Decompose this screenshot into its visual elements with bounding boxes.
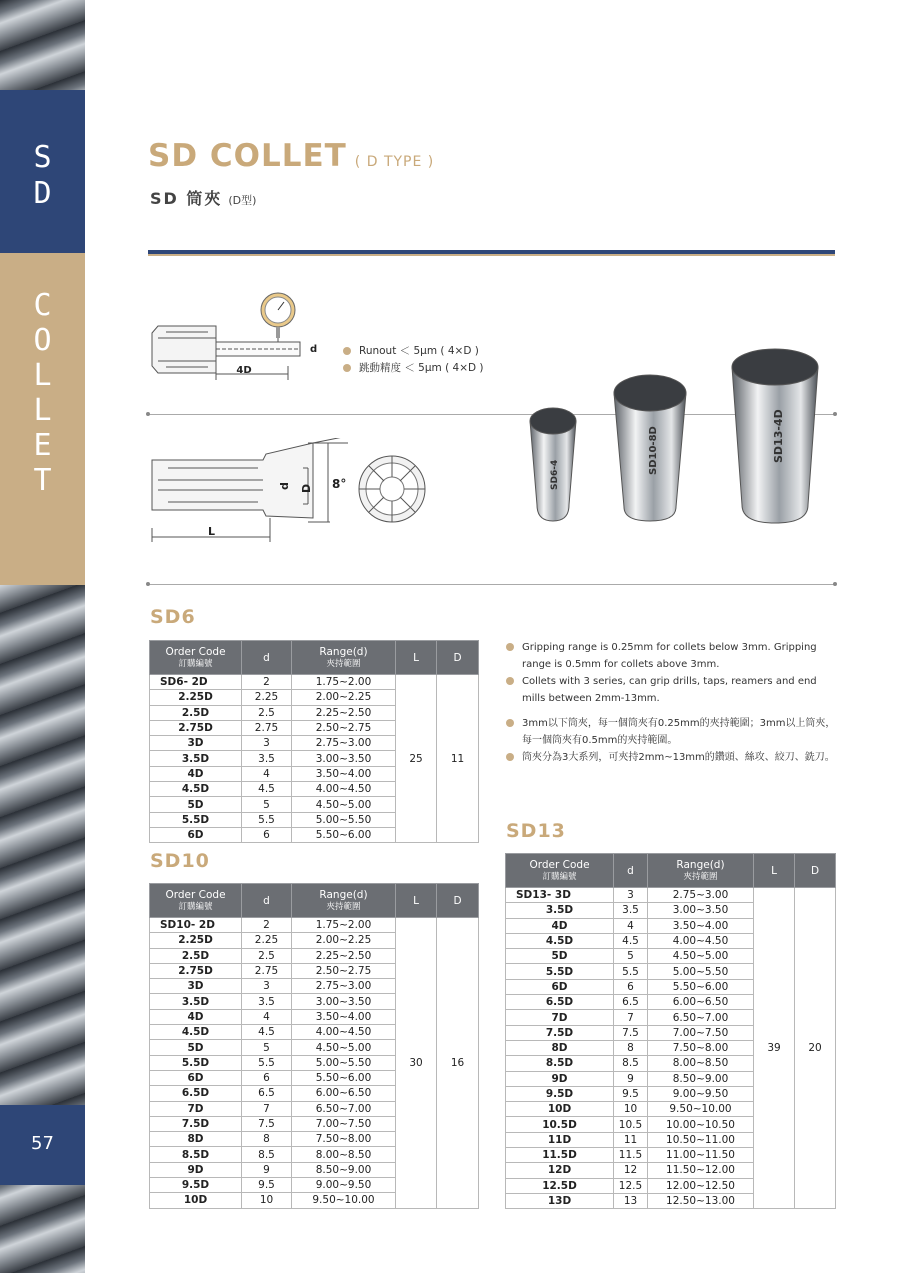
range-cell: 4.50~5.00 bbox=[292, 797, 396, 812]
d-cell: 4 bbox=[242, 1009, 292, 1024]
range-cell: 8.00~8.50 bbox=[648, 1056, 754, 1071]
d-cell: 11 bbox=[614, 1132, 648, 1147]
note-gripping-range-en: Gripping range is 0.25mm for collets below 3mm. Gripping range is 0.5mm for collets above 3mm. bbox=[506, 639, 841, 673]
range-cell: 3.50~4.00 bbox=[292, 766, 396, 781]
d-cell: 10 bbox=[242, 1193, 292, 1208]
range-cell: 6.50~7.00 bbox=[292, 1101, 396, 1116]
header-L: L bbox=[396, 884, 437, 918]
spec-D-cell: 11 bbox=[437, 675, 479, 843]
d-cell: 5.5 bbox=[242, 1055, 292, 1070]
range-cell: 7.00~7.50 bbox=[292, 1116, 396, 1131]
order-code-cell: 9.5D bbox=[506, 1086, 614, 1101]
order-code-cell: 4.5D bbox=[150, 782, 242, 797]
range-cell: 2.75~3.00 bbox=[292, 979, 396, 994]
d-cell: 6 bbox=[242, 827, 292, 842]
table-row bbox=[150, 675, 479, 690]
header-D: D bbox=[437, 641, 479, 675]
order-code-cell: 2.25D bbox=[150, 690, 242, 705]
d-cell: 9.5 bbox=[242, 1178, 292, 1193]
runout-spec-list bbox=[343, 343, 484, 377]
page-subtitle: SD 筒夾 (D型) bbox=[150, 189, 257, 208]
range-cell: 3.00~3.50 bbox=[648, 903, 754, 918]
order-code-cell: 4D bbox=[150, 766, 242, 781]
d-cell: 4 bbox=[614, 918, 648, 933]
range-cell: 8.50~9.00 bbox=[648, 1071, 754, 1086]
order-code-cell: 7.5D bbox=[506, 1025, 614, 1040]
table-sd6 bbox=[149, 640, 479, 843]
d-cell: 8 bbox=[614, 1040, 648, 1055]
runout-4d-label: 4D bbox=[236, 365, 252, 376]
range-cell: 7.00~7.50 bbox=[648, 1025, 754, 1040]
order-code-cell: 2.75D bbox=[150, 720, 242, 735]
range-cell: 4.00~4.50 bbox=[648, 933, 754, 948]
d-cell: 9.5 bbox=[614, 1086, 648, 1101]
range-cell: 11.00~11.50 bbox=[648, 1148, 754, 1163]
d-cell: 7 bbox=[242, 1101, 292, 1116]
spec-L-cell: 39 bbox=[754, 888, 795, 1209]
d-cell: 3 bbox=[242, 979, 292, 994]
d-cell: 4.5 bbox=[242, 1025, 292, 1040]
section-label-sd6: SD6 bbox=[150, 606, 196, 628]
collet-product-photo bbox=[520, 345, 820, 527]
d-cell: 3.5 bbox=[242, 751, 292, 766]
range-cell: 4.00~4.50 bbox=[292, 1025, 396, 1040]
d-cell: 6.5 bbox=[614, 995, 648, 1010]
range-cell: 5.00~5.50 bbox=[292, 812, 396, 827]
d-cell: 2 bbox=[242, 675, 292, 690]
range-cell: 2.50~2.75 bbox=[292, 963, 396, 978]
order-code-cell: 9D bbox=[150, 1162, 242, 1177]
dimension-d-label: d bbox=[278, 482, 291, 490]
header-range: Range(d) 夾持範圍 bbox=[292, 884, 396, 918]
order-code-cell: 5D bbox=[150, 797, 242, 812]
range-cell: 12.00~12.50 bbox=[648, 1178, 754, 1193]
page-number: 57 bbox=[31, 1133, 54, 1154]
range-cell: 6.00~6.50 bbox=[292, 1086, 396, 1101]
page-title: SD COLLET ( D TYPE ) bbox=[148, 138, 435, 174]
header-d: d bbox=[242, 641, 292, 675]
range-cell: 5.00~5.50 bbox=[648, 964, 754, 979]
range-cell: 4.00~4.50 bbox=[292, 782, 396, 797]
d-cell: 6 bbox=[242, 1070, 292, 1085]
order-code-cell: 5.5D bbox=[150, 812, 242, 827]
d-cell: 3 bbox=[242, 736, 292, 751]
d-cell: 9 bbox=[614, 1071, 648, 1086]
range-cell: 5.50~6.00 bbox=[648, 979, 754, 994]
range-cell: 1.75~2.00 bbox=[292, 675, 396, 690]
range-cell: 10.50~11.00 bbox=[648, 1132, 754, 1147]
d-cell: 2.75 bbox=[242, 963, 292, 978]
order-code-cell: 11.5D bbox=[506, 1148, 614, 1163]
range-cell: 2.00~2.25 bbox=[292, 690, 396, 705]
range-cell: 2.00~2.25 bbox=[292, 933, 396, 948]
d-cell: 12 bbox=[614, 1163, 648, 1178]
section-label-sd10: SD10 bbox=[150, 850, 210, 872]
order-code-cell: 4D bbox=[506, 918, 614, 933]
order-code-cell: 5D bbox=[150, 1040, 242, 1055]
range-cell: 4.50~5.00 bbox=[292, 1040, 396, 1055]
d-cell: 5.5 bbox=[614, 964, 648, 979]
d-cell: 10.5 bbox=[614, 1117, 648, 1132]
divider-lower bbox=[148, 584, 835, 585]
runout-spec-en: Runout ＜ 5μm ( 4×D ) bbox=[343, 343, 484, 360]
order-code-cell: 2.25D bbox=[150, 933, 242, 948]
dimension-diagram bbox=[148, 438, 438, 546]
order-code-cell: 7D bbox=[150, 1101, 242, 1116]
collet-end-view-icon bbox=[359, 456, 425, 522]
order-code-cell: 4.5D bbox=[506, 933, 614, 948]
order-code-cell: 4D bbox=[150, 1009, 242, 1024]
d-cell: 8.5 bbox=[242, 1147, 292, 1162]
order-code-cell: 5.5D bbox=[506, 964, 614, 979]
range-cell: 12.50~13.00 bbox=[648, 1193, 754, 1208]
d-cell: 12.5 bbox=[614, 1178, 648, 1193]
range-cell: 2.75~3.00 bbox=[292, 736, 396, 751]
range-cell: 4.50~5.00 bbox=[648, 949, 754, 964]
sidebar-series-text: S D bbox=[33, 140, 52, 211]
table-sd13 bbox=[505, 853, 836, 1209]
header-range: Range(d) 夾持範圍 bbox=[292, 641, 396, 675]
d-cell: 6.5 bbox=[242, 1086, 292, 1101]
note-gripping-range-zh: 3mm以下筒夾，每一個筒夾有0.25mm的夾持範圍；3mm以上筒夾，每一個筒夾有0.5mm的夾持範圍。 bbox=[506, 715, 841, 749]
subtitle-type: (D型) bbox=[228, 194, 257, 207]
range-cell: 1.75~2.00 bbox=[292, 918, 396, 933]
range-cell: 2.75~3.00 bbox=[648, 888, 754, 903]
header-order-code: Order Code 訂購編號 bbox=[506, 854, 614, 888]
range-cell: 3.50~4.00 bbox=[292, 1009, 396, 1024]
d-cell: 2.75 bbox=[242, 720, 292, 735]
range-cell: 9.00~9.50 bbox=[292, 1178, 396, 1193]
range-cell: 2.50~2.75 bbox=[292, 720, 396, 735]
order-code-cell: 9.5D bbox=[150, 1178, 242, 1193]
d-cell: 8 bbox=[242, 1132, 292, 1147]
range-cell: 3.00~3.50 bbox=[292, 994, 396, 1009]
order-code-cell: 9D bbox=[506, 1071, 614, 1086]
d-cell: 3 bbox=[614, 888, 648, 903]
order-code-cell: 7.5D bbox=[150, 1116, 242, 1131]
spec-D-cell: 16 bbox=[437, 918, 479, 1209]
range-cell: 2.25~2.50 bbox=[292, 948, 396, 963]
d-cell: 8.5 bbox=[614, 1056, 648, 1071]
range-cell: 8.00~8.50 bbox=[292, 1147, 396, 1162]
notes-list bbox=[506, 639, 841, 766]
order-code-cell: SD6- 2D bbox=[150, 675, 242, 690]
d-cell: 2.5 bbox=[242, 705, 292, 720]
range-cell: 6.00~6.50 bbox=[648, 995, 754, 1010]
d-cell: 3.5 bbox=[614, 903, 648, 918]
d-cell: 6 bbox=[614, 979, 648, 994]
d-cell: 4 bbox=[242, 766, 292, 781]
header-range: Range(d) 夾持範圍 bbox=[648, 854, 754, 888]
d-cell: 7.5 bbox=[242, 1116, 292, 1131]
header-order-code: Order Code 訂購編號 bbox=[150, 884, 242, 918]
header-L: L bbox=[754, 854, 795, 888]
table-row bbox=[506, 888, 836, 903]
spec-D-cell: 20 bbox=[795, 888, 836, 1209]
order-code-cell: 13D bbox=[506, 1193, 614, 1208]
order-code-cell: 8D bbox=[506, 1040, 614, 1055]
order-code-cell: 6.5D bbox=[506, 995, 614, 1010]
runout-d-label: d bbox=[310, 344, 318, 355]
order-code-cell: 12D bbox=[506, 1163, 614, 1178]
order-code-cell: 6D bbox=[150, 827, 242, 842]
table-row bbox=[150, 918, 479, 933]
range-cell: 5.50~6.00 bbox=[292, 1070, 396, 1085]
runout-spec-zh: 跳動精度 ＜ 5μm ( 4×D ) bbox=[343, 360, 484, 377]
d-cell: 5.5 bbox=[242, 812, 292, 827]
order-code-cell: 8.5D bbox=[150, 1147, 242, 1162]
runout-diagram bbox=[148, 288, 328, 380]
range-cell: 3.00~3.50 bbox=[292, 751, 396, 766]
order-code-cell: 3D bbox=[150, 979, 242, 994]
order-code-cell: 4.5D bbox=[150, 1025, 242, 1040]
order-code-cell: 7D bbox=[506, 1010, 614, 1025]
spec-L-cell: 25 bbox=[396, 675, 437, 843]
range-cell: 7.50~8.00 bbox=[648, 1040, 754, 1055]
order-code-cell: 3.5D bbox=[150, 751, 242, 766]
d-cell: 11.5 bbox=[614, 1148, 648, 1163]
section-label-sd13: SD13 bbox=[506, 820, 566, 842]
d-cell: 5 bbox=[242, 1040, 292, 1055]
sidebar-product-text: C O L L E T bbox=[33, 288, 52, 498]
note-series-zh: 筒夾分為3大系列，可夾持2mm~13mm的鑽頭、絲攻、絞刀、銑刀。 bbox=[506, 749, 841, 766]
collet-sd6-mark: SD6-4 bbox=[550, 459, 560, 490]
dimension-D-label: D bbox=[300, 483, 313, 493]
dimension-angle-label: 8° bbox=[332, 477, 347, 491]
order-code-cell: SD10- 2D bbox=[150, 918, 242, 933]
header-divider bbox=[148, 250, 835, 256]
range-cell: 8.50~9.00 bbox=[292, 1162, 396, 1177]
range-cell: 9.00~9.50 bbox=[648, 1086, 754, 1101]
order-code-cell: 3.5D bbox=[506, 903, 614, 918]
range-cell: 6.50~7.00 bbox=[648, 1010, 754, 1025]
collet-sd10-icon bbox=[614, 375, 686, 521]
title-type: ( D TYPE ) bbox=[354, 154, 435, 170]
order-code-cell: 5.5D bbox=[150, 1055, 242, 1070]
order-code-cell: 10D bbox=[506, 1102, 614, 1117]
range-cell: 3.50~4.00 bbox=[648, 918, 754, 933]
order-code-cell: 6D bbox=[150, 1070, 242, 1085]
range-cell: 9.50~10.00 bbox=[648, 1102, 754, 1117]
d-cell: 2.25 bbox=[242, 690, 292, 705]
d-cell: 4.5 bbox=[614, 933, 648, 948]
range-cell: 7.50~8.00 bbox=[292, 1132, 396, 1147]
order-code-cell: 11D bbox=[506, 1132, 614, 1147]
d-cell: 2 bbox=[242, 918, 292, 933]
collet-sd6-icon bbox=[530, 408, 576, 521]
note-series-en: Collets with 3 series, can grip drills, taps, reamers and end mills between 2mm-13mm. bbox=[506, 673, 841, 707]
d-cell: 5 bbox=[242, 797, 292, 812]
collet-sd10-mark: SD10-8D bbox=[648, 426, 659, 475]
order-code-cell: 2.75D bbox=[150, 963, 242, 978]
header-D: D bbox=[795, 854, 836, 888]
d-cell: 13 bbox=[614, 1193, 648, 1208]
d-cell: 3.5 bbox=[242, 994, 292, 1009]
order-code-cell: 8.5D bbox=[506, 1056, 614, 1071]
d-cell: 7 bbox=[614, 1010, 648, 1025]
d-cell: 2.5 bbox=[242, 948, 292, 963]
order-code-cell: 12.5D bbox=[506, 1178, 614, 1193]
header-L: L bbox=[396, 641, 437, 675]
range-cell: 9.50~10.00 bbox=[292, 1193, 396, 1208]
order-code-cell: 6.5D bbox=[150, 1086, 242, 1101]
d-cell: 9 bbox=[242, 1162, 292, 1177]
d-cell: 2.25 bbox=[242, 933, 292, 948]
collet-sd13-mark: SD13-4D bbox=[772, 409, 785, 463]
order-code-cell: 3D bbox=[150, 736, 242, 751]
range-cell: 5.50~6.00 bbox=[292, 827, 396, 842]
order-code-cell: 8D bbox=[150, 1132, 242, 1147]
collet-sd13-icon bbox=[732, 349, 818, 523]
d-cell: 10 bbox=[614, 1102, 648, 1117]
d-cell: 5 bbox=[614, 949, 648, 964]
d-cell: 7.5 bbox=[614, 1025, 648, 1040]
order-code-cell: 2.5D bbox=[150, 705, 242, 720]
header-order-code: Order Code 訂購編號 bbox=[150, 641, 242, 675]
order-code-cell: 6D bbox=[506, 979, 614, 994]
order-code-cell: 3.5D bbox=[150, 994, 242, 1009]
range-cell: 5.00~5.50 bbox=[292, 1055, 396, 1070]
order-code-cell: 5D bbox=[506, 949, 614, 964]
header-d: d bbox=[242, 884, 292, 918]
table-sd10 bbox=[149, 883, 479, 1209]
range-cell: 2.25~2.50 bbox=[292, 705, 396, 720]
order-code-cell: SD13- 3D bbox=[506, 888, 614, 903]
dimension-L-label: L bbox=[208, 525, 216, 538]
order-code-cell: 10.5D bbox=[506, 1117, 614, 1132]
d-cell: 4.5 bbox=[242, 782, 292, 797]
header-D: D bbox=[437, 884, 479, 918]
order-code-cell: 2.5D bbox=[150, 948, 242, 963]
spec-L-cell: 30 bbox=[396, 918, 437, 1209]
order-code-cell: 10D bbox=[150, 1193, 242, 1208]
range-cell: 11.50~12.00 bbox=[648, 1163, 754, 1178]
header-d: d bbox=[614, 854, 648, 888]
range-cell: 10.00~10.50 bbox=[648, 1117, 754, 1132]
